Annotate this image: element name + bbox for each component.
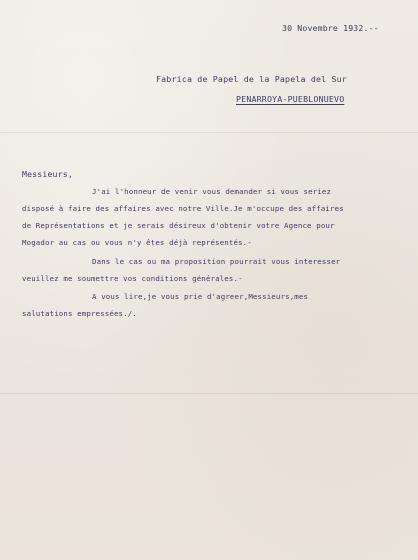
paper-crease [0, 132, 418, 133]
recipient-place: PENARROYA-PUEBLONUEVO [236, 94, 345, 104]
body-line-2: disposé à faire des affaires avec notre Ville.Je m'occupe des affaires [22, 204, 344, 213]
body-line-7: A vous lire,je vous prie d'agreer,Messieurs,mes [92, 292, 309, 301]
paper-crease [0, 393, 418, 394]
body-line-6: veuillez me soumettre vos conditions générales.- [22, 274, 243, 283]
body-line-8: salutations empressées./. [22, 309, 137, 318]
recipient-name: Fabrica de Papel de la Papela del Sur [156, 74, 347, 84]
body-line-4: Mogador au cas ou vous n'y êtes déjà représentés.- [22, 238, 252, 247]
body-line-1: J'ai l'honneur de venir vous demander si vous seriez [92, 187, 332, 196]
body-line-3: de Représentations et je serais désireux d'obtenir votre Agence pour [22, 221, 335, 230]
letter-date: 30 Novembre 1932.-- [282, 23, 379, 33]
salutation: Messieurs, [22, 169, 73, 179]
body-line-5: Dans le cas ou ma proposition pourrait vous interesser [92, 257, 341, 266]
